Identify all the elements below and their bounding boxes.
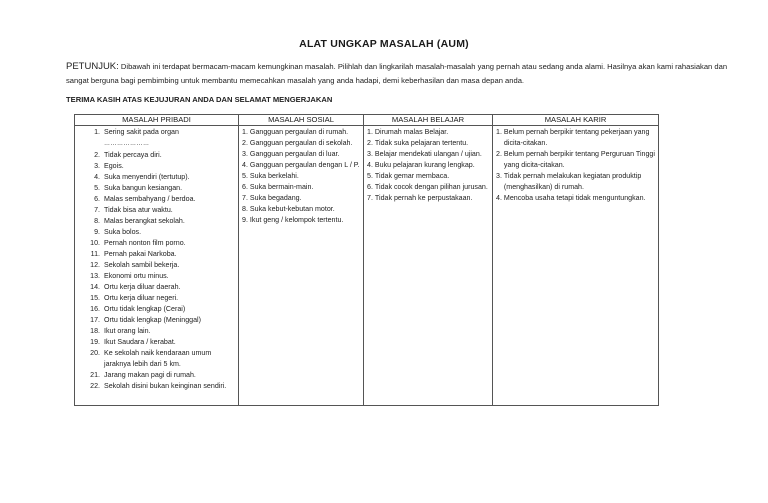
list-item: [367, 127, 489, 138]
item-text-main: Tidak cocok dengan pilihan jurusan.: [374, 183, 488, 191]
item-number: 9.: [94, 228, 100, 236]
item-text: [250, 204, 360, 215]
item-text: [104, 205, 235, 216]
list-item: [82, 260, 235, 271]
item-text-main: Sekolah sambil bekerja.: [104, 261, 180, 269]
item-number: 8.: [94, 217, 100, 225]
item-number: 1.: [367, 128, 373, 136]
list-item: [82, 381, 235, 392]
item-text-main: Ortu tidak lengkap (Cerai): [104, 305, 186, 313]
instructions-lead: PETUNJUK:: [66, 61, 119, 72]
item-text: [104, 293, 235, 304]
item-text-main: Gangguan pergaulan dengan L / P.: [249, 161, 360, 169]
item-text: [104, 238, 235, 249]
item-text: [104, 304, 235, 315]
item-text: [504, 149, 655, 171]
list-item: [242, 127, 360, 138]
item-text: [104, 127, 235, 150]
item-text: [104, 370, 235, 381]
item-number: 4.: [242, 161, 248, 169]
item-text: [104, 315, 235, 326]
item-number: 3.: [242, 150, 248, 158]
item-text: [375, 127, 489, 138]
item-text-main: Suka bangun kesiangan.: [104, 184, 183, 192]
item-number: 19.: [90, 338, 100, 346]
item-text-main: Suka menyendiri (tertutup).: [104, 173, 190, 181]
item-number: 17.: [90, 316, 100, 324]
item-text-main: Belum pernah berpikir tentang pekerjaan yang dicita-citakan.: [503, 128, 650, 147]
item-text: [250, 182, 360, 193]
list-item: [82, 249, 235, 260]
list-item: [82, 238, 235, 249]
item-number: 1.: [94, 128, 100, 136]
item-text-main: Pernah nonton film porno.: [104, 239, 186, 247]
item-text: [504, 171, 655, 193]
item-text-main: Belajar mendekati ulangan / ujian.: [374, 150, 482, 158]
item-number: 9.: [242, 216, 248, 224]
list-item: [82, 183, 235, 194]
item-number: 6.: [367, 183, 373, 191]
item-number: 21.: [90, 371, 100, 379]
item-text: [104, 249, 235, 260]
document-title: ALAT UNGKAP MASALAH (AUM): [299, 38, 469, 50]
list-item: [367, 138, 489, 149]
item-text-main: Egois.: [104, 162, 124, 170]
list-item: [242, 138, 360, 149]
list-item: [242, 149, 360, 160]
list-item: [82, 293, 235, 304]
list-item: [242, 171, 360, 182]
item-text-main: Gangguan pergaulan di rumah.: [249, 128, 349, 136]
item-number: 3.: [367, 150, 373, 158]
list-item: [242, 204, 360, 215]
item-text: [375, 182, 489, 193]
item-text-main: Sekolah disini bukan keinginan sendiri.: [104, 382, 227, 390]
item-text: [250, 138, 360, 149]
item-number: 6.: [242, 183, 248, 191]
list-item: [367, 182, 489, 193]
column-pribadi: [75, 126, 239, 406]
item-text: [104, 172, 235, 183]
item-number: 7.: [94, 206, 100, 214]
list-item: [82, 161, 235, 172]
list-item: [367, 160, 489, 171]
column-belajar: [364, 126, 493, 406]
list-item: [82, 216, 235, 227]
item-text-main: Tidak percaya diri.: [104, 151, 162, 159]
list-item: [82, 172, 235, 183]
header-belajar: MASALAH BELAJAR: [364, 115, 493, 126]
item-number: 20.: [90, 349, 100, 357]
item-text-main: Tidak bisa atur waktu.: [104, 206, 173, 214]
item-text: [104, 271, 235, 282]
item-text-main: Ortu kerja diluar negeri.: [104, 294, 179, 302]
item-text: [375, 171, 489, 182]
item-number: 4.: [94, 173, 100, 181]
header-pribadi: MASALAH PRIBADI: [75, 115, 239, 126]
item-number: 6.: [94, 195, 100, 203]
list-item: [82, 194, 235, 205]
problem-table: [74, 114, 659, 406]
list-item: [242, 193, 360, 204]
column-karir: [493, 126, 659, 406]
list-item: [496, 127, 655, 149]
item-number: 2.: [94, 151, 100, 159]
item-number: 10.: [90, 239, 100, 247]
item-text-main: Malas sembahyang / berdoa.: [104, 195, 196, 203]
item-number: 1.: [242, 128, 248, 136]
instructions-text: Dibawah ini terdapat bermacam-macam kemungkinan masalah. Pilihlah dan lingkarilah masalah-masalah yang pernah atau sedang anda alami. Hasilnya akan kami rahasiakan dan sangat berguna bagi pembimbing untuk membantu memecahkan masalah yang anda hadapi, demi keberhasilan dan masa depan anda.: [66, 62, 728, 85]
item-number: 2.: [496, 150, 502, 158]
list-item: [496, 171, 655, 193]
item-text: [250, 171, 360, 182]
item-number: 5.: [242, 172, 248, 180]
item-text-main: Suka berkelahi.: [249, 172, 299, 180]
item-text-main: Ekonomi ortu minus.: [104, 272, 169, 280]
item-text-main: Ortu kerja diluar daerah.: [104, 283, 181, 291]
item-number: 8.: [242, 205, 248, 213]
list-item: [82, 315, 235, 326]
item-text: [104, 337, 235, 348]
item-text: [104, 282, 235, 293]
item-text-main: Pernah pakai Narkoba.: [104, 250, 177, 258]
item-text: [104, 216, 235, 227]
item-text-main: Ortu tidak lengkap (Meninggal): [104, 316, 201, 324]
item-number: 15.: [90, 294, 100, 302]
item-text: [250, 149, 360, 160]
list-item: [242, 215, 360, 226]
item-number: 7.: [367, 194, 373, 202]
list-item: [82, 150, 235, 161]
list-item: [82, 370, 235, 381]
item-text: [250, 193, 360, 204]
header-karir: MASALAH KARIR: [493, 115, 659, 126]
item-number: 4.: [367, 161, 373, 169]
item-number: 22.: [90, 382, 100, 390]
list-item: [82, 337, 235, 348]
item-text-main: Ikut Saudara / kerabat.: [104, 338, 176, 346]
list-item: [82, 271, 235, 282]
item-number: 2.: [367, 139, 373, 147]
item-text-main: Tidak pernah ke perpustakaan.: [374, 194, 473, 202]
sosial-list: [242, 127, 360, 226]
item-text-main: Mencoba usaha tetapi tidak menguntungkan.: [503, 194, 646, 202]
item-text-main: Belum pernah berpikir tentang Perguruan Tinggi yang dicita-citakan.: [503, 150, 655, 169]
item-text-main: Malas berangkat sekolah.: [104, 217, 185, 225]
item-text-main: Tidak pernah melakukan kegiatan produktip (menghasilkan) di rumah.: [503, 172, 642, 191]
item-number: 13.: [90, 272, 100, 280]
item-number: 14.: [90, 283, 100, 291]
item-text: [104, 381, 235, 392]
list-item: [82, 326, 235, 337]
item-text: [250, 127, 360, 138]
header-sosial: MASALAH SOSIAL: [239, 115, 364, 126]
item-text: [104, 326, 235, 337]
item-number: 5.: [94, 184, 100, 192]
item-text: [504, 127, 655, 149]
item-number: 11.: [90, 250, 100, 258]
item-text-main: Gangguan pergaulan di sekolah.: [249, 139, 353, 147]
list-item: [367, 193, 489, 204]
karir-list: [496, 127, 655, 204]
list-item: [496, 193, 655, 204]
item-text-main: Buku pelajaran kurang lengkap.: [374, 161, 475, 169]
item-text: [104, 227, 235, 238]
item-text: [250, 215, 360, 226]
item-number: 3.: [94, 162, 100, 170]
pribadi-list: [78, 127, 235, 392]
item-text-main: Suka kebut-kebutan motor.: [249, 205, 335, 213]
item-number: 3.: [496, 172, 502, 180]
item-number: 18.: [90, 327, 100, 335]
item-text: [104, 183, 235, 194]
list-item: [242, 182, 360, 193]
item-text: [104, 194, 235, 205]
item-text: [250, 160, 360, 171]
item-number: 2.: [242, 139, 248, 147]
item-text-main: Suka bermain-main.: [249, 183, 314, 191]
item-text-main: Suka bolos.: [104, 228, 142, 236]
table-body-row: [75, 126, 659, 406]
item-text-main: Gangguan pergaulan di luar.: [249, 150, 340, 158]
item-text: [104, 260, 235, 271]
item-number: 1.: [496, 128, 502, 136]
list-item: [367, 149, 489, 160]
list-item: [82, 304, 235, 315]
list-item: [367, 171, 489, 182]
item-text-main: Suka begadang.: [249, 194, 302, 202]
item-text-main: Jarang makan pagi di rumah.: [104, 371, 196, 379]
list-item: [82, 127, 235, 150]
list-item: [242, 160, 360, 171]
item-text: [104, 161, 235, 172]
list-item: [82, 348, 235, 370]
instructions: [66, 60, 746, 88]
item-text: [375, 193, 489, 204]
item-number: 16.: [90, 305, 100, 313]
item-text-main: Sering sakit pada organ: [104, 128, 179, 136]
item-text-main: Tidak suka pelajaran tertentu.: [374, 139, 469, 147]
item-number: 4.: [496, 194, 502, 202]
list-item: [496, 149, 655, 171]
item-text-main: Ke sekolah naik kendaraan umum jaraknya lebih dari 5 km.: [104, 349, 212, 368]
column-sosial: [239, 126, 364, 406]
item-number: 7.: [242, 194, 248, 202]
list-item: [82, 282, 235, 293]
item-text: [104, 150, 235, 161]
item-number: 12.: [90, 261, 100, 269]
table-header-row: [75, 115, 659, 126]
item-number: 5.: [367, 172, 373, 180]
item-text: [375, 149, 489, 160]
list-item: [82, 227, 235, 238]
item-text: [375, 138, 489, 149]
item-text: [375, 160, 489, 171]
item-text: [104, 348, 235, 370]
thanks-note: TERIMA KASIH ATAS KEJUJURAN ANDA DAN SELAMAT MENGERJAKAN: [66, 95, 333, 104]
item-text-main: Tidak gemar membaca.: [374, 172, 450, 180]
list-item: [82, 205, 235, 216]
item-text: [504, 193, 655, 204]
item-text-main: Dirumah malas Belajar.: [374, 128, 449, 136]
belajar-list: [367, 127, 489, 204]
item-fill-blank: …………………: [104, 141, 150, 147]
item-text-main: Ikut geng / kelompok tertentu.: [249, 216, 344, 224]
item-text-main: Ikut orang lain.: [104, 327, 151, 335]
